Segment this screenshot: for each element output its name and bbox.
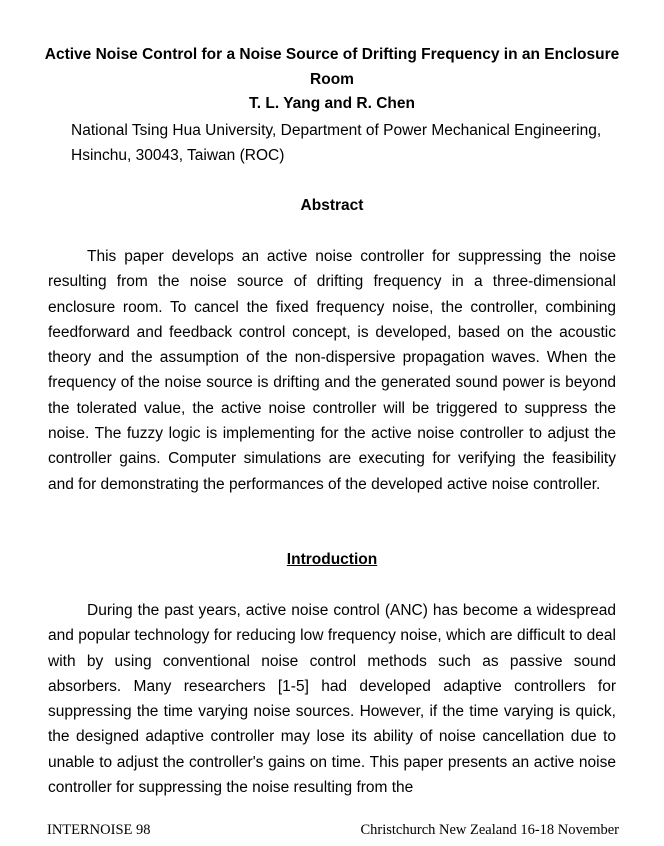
- footer-conference: INTERNOISE 98: [47, 822, 151, 838]
- paper-title: Active Noise Control for a Noise Source of Drifting Frequency in an Enclosure Room: [44, 46, 620, 88]
- author-affiliation: National Tsing Hua University, Department of Power Mechanical Engineering, Hsinchu, 30043, Taiwan (ROC): [71, 122, 602, 164]
- paper-authors: T. L. Yang and R. Chen: [249, 95, 415, 112]
- footer-location-date: Christchurch New Zealand 16-18 November: [360, 822, 619, 838]
- abstract-paragraph: This paper develops an active noise controller for suppressing the noise resulting from the noise source of drifting frequency in a three-dimensional enclosure room. To cancel the fixed frequency noise, the controller, combining feedforward and feedback control concept, is developed, based on the acoustic theory and the assumption of the non-dispersive propagation waves. When the frequency of the noise source is drifting and the generated sound power is beyond the tolerated value, the active noise controller will be triggered to suppress the noise. The fuzzy logic is implementing for the active noise controller to adjust the controller gains. Computer simulations are executing for verifying the feasibility and for demonstrating the performances of the developed active noise controller.: [48, 248, 616, 493]
- abstract-heading: Abstract: [300, 197, 364, 214]
- introduction-heading: Introduction: [286, 551, 378, 568]
- introduction-paragraph: During the past years, active noise control (ANC) has become a widespread and popular technology for reducing low frequency noise, which are difficult to deal with by using conventional noise control methods such as passive sound absorbers. Many researchers [1-5] had developed adaptive controllers for suppressing the time varying noise sources. However, if the time varying is quick, the designed adaptive controller may lose its ability of noise cancellation due to unable to adjust the controller's gains on time. This paper presents an active noise controller for suppressing the noise resulting from the: [48, 602, 616, 797]
